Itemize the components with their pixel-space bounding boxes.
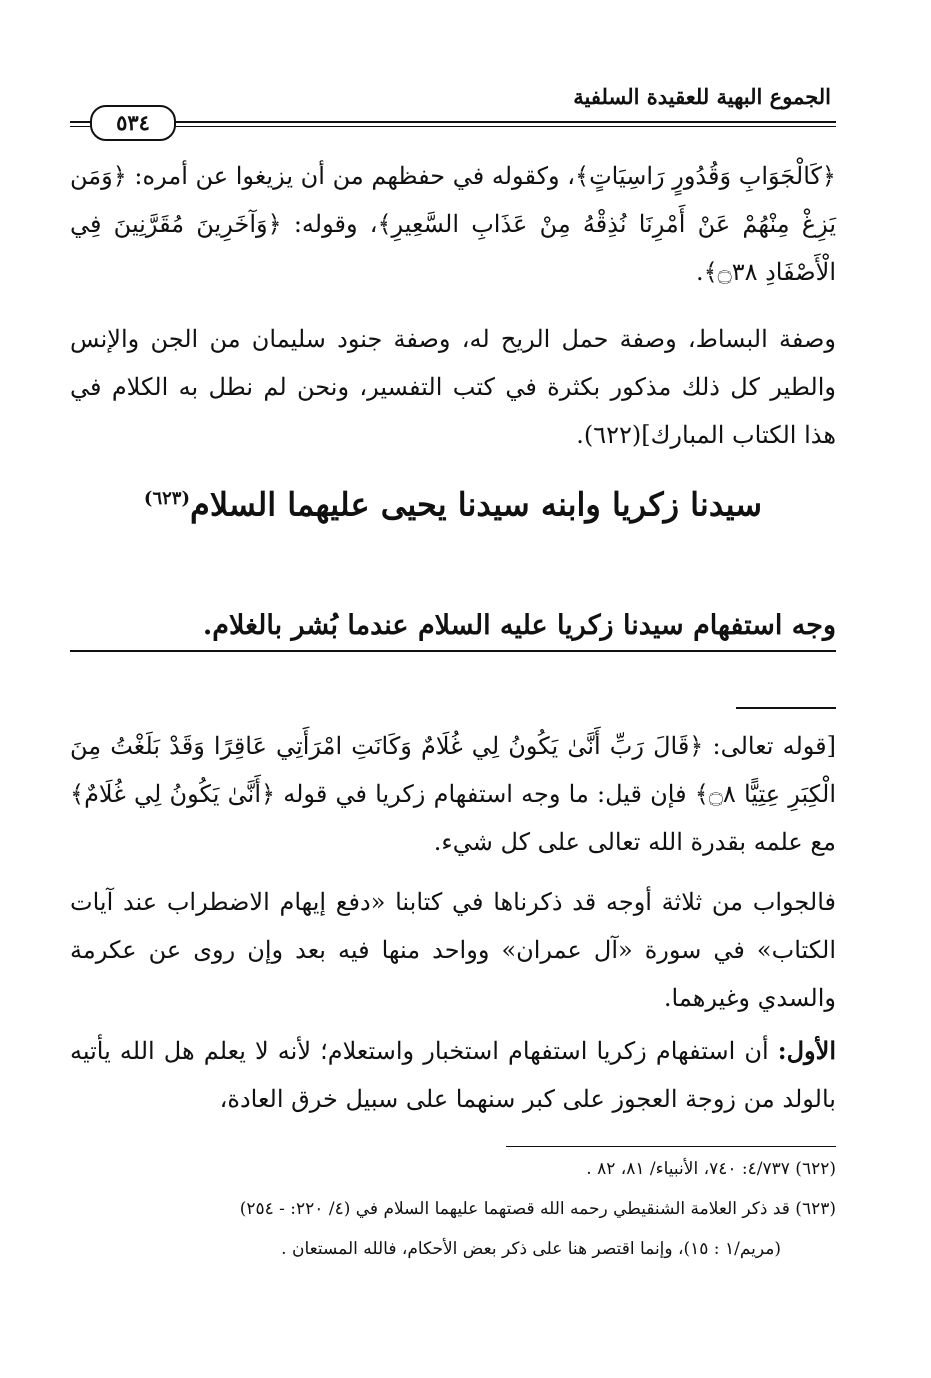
header-rule <box>70 121 836 123</box>
section-title <box>70 472 836 532</box>
subsection-title: وجه استفهام سيدنا زكريا عليه السلام عندما بُشر بالغلام. <box>202 610 836 641</box>
header-rule-thin <box>70 126 836 127</box>
footnote-623: (٦٢٣) قد ذكر العلامة الشنقيطي رحمه الله قصتهما عليهما السلام في (٤/ ٢٢٠: - ٢٥٤) <box>239 1199 836 1219</box>
paragraph-4: فالجواب من ثلاثة أوجه قد ذكرناها في كتابنا «دفع إيهام الاضطراب عند آيات الكتاب» في سورة «آل عمران» وواحد منها فيه بعد وإن روى عن عكرمة والسدي وغيرهما. <box>70 888 836 1012</box>
subsection-rule-short <box>736 707 836 709</box>
footnote-rule <box>506 1146 836 1147</box>
paragraph-5 <box>70 1027 836 1123</box>
section-title-text: سيدنا زكريا وابنه سيدنا يحيى عليهما السلام <box>190 485 763 524</box>
subsection-rule <box>70 650 836 652</box>
page-number: ٥٣٤ <box>90 105 176 141</box>
paragraph-1: ﴿كَالْجَوَابِ وَقُدُورٍ رَاسِيَاتٍ﴾، وكقوله في حفظهم من أن يزيغوا عن أمره: ﴿وَمَن يَزِغْ مِنْهُمْ عَنْ أَمْرِنَا نُذِقْهُ مِنْ عَذَابِ السَّعِيرِ﴾، وقوله: ﴿وَآخَرِينَ مُقَرَّنِينَ فِي الْأَصْفَادِ ۝٣٨﴾. <box>70 162 836 286</box>
paragraph-5-text: أن استفهام زكريا استفهام استخبار واستعلام؛ لأنه لا يعلم هل الله يأتيه بالولد من زوجة العجوز على كبر سنهما على سبيل خرق العادة، <box>70 1037 836 1113</box>
section-title-footnote-ref: (٦٢٣) <box>143 488 190 509</box>
footnote-622: (٦٢٢) ٤/٧٣٧: ٧٤٠، الأنبياء/ ٨١، ٨٢ . <box>586 1159 836 1179</box>
paragraph-5-lead: الأول: <box>777 1036 836 1065</box>
footnote-623-continued: (مريم/١ : ١٥)، وإنما اقتصر هنا على ذكر بعض الأحكام، فالله المستعان . <box>281 1239 781 1259</box>
paragraph-2: وصفة البساط، وصفة حمل الريح له، وصفة جنود سليمان من الجن والإنس والطير كل ذلك مذكور بكثرة في كتب التفسير، ونحن لم نطل به الكلام في هذا الكتاب المبارك](٦٢٢). <box>70 325 836 449</box>
paragraph-3: [قوله تعالى: ﴿قَالَ رَبِّ أَنَّىٰ يَكُونُ لِي غُلَامٌ وَكَانَتِ امْرَأَتِي عَاقِرًا وَقَدْ بَلَغْتُ مِنَ الْكِبَرِ عِتِيًّا ۝٨﴾ فإن قيل: ما وجه استفهام زكريا في قوله ﴿أَنَّىٰ يَكُونُ لِي غُلَامٌ﴾ مع علمه بقدرة الله تعالى على كل شيء. <box>70 732 837 856</box>
running-title: الجموع البهية للعقيدة السلفية <box>573 84 831 109</box>
